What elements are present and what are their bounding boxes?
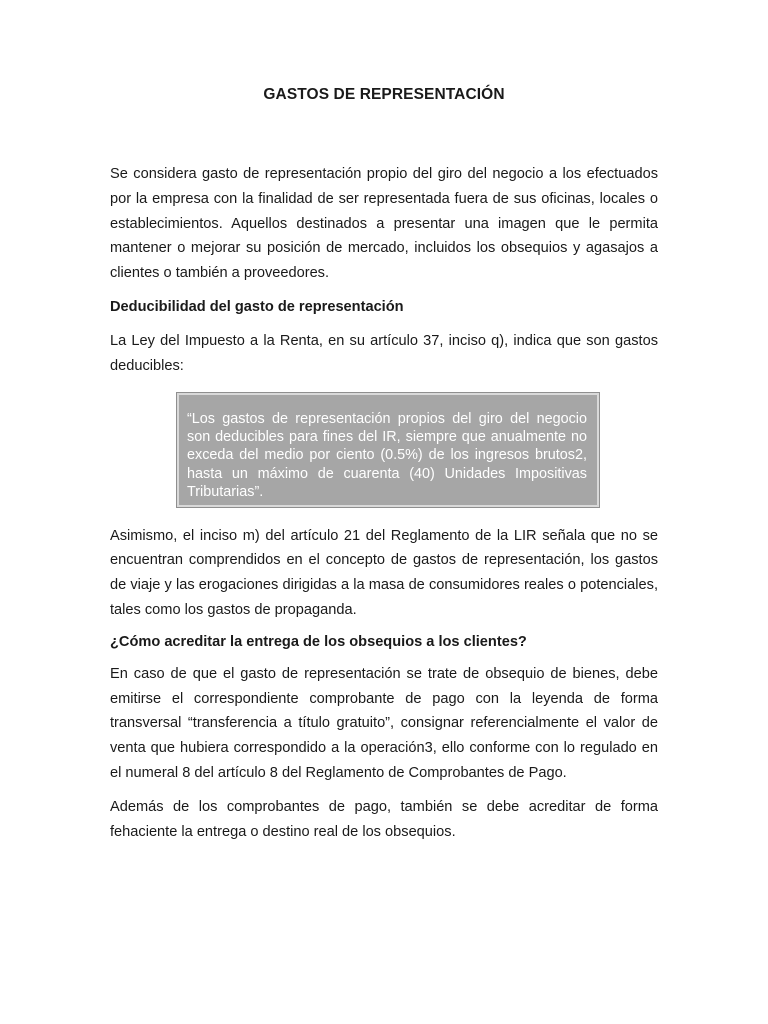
heading-obsequios: ¿Cómo acreditar la entrega de los obsequios a los clientes? xyxy=(110,633,527,650)
quote-box xyxy=(176,392,600,508)
paragraph-acreditar: Además de los comprobantes de pago, también se debe acreditar de forma fehaciente la entrega o destino real de los obsequios. xyxy=(110,798,658,840)
paragraph-reglamento: Asimismo, el inciso m) del artículo 21 del Reglamento de la LIR señala que no se encuentran comprendidos en el concepto de gastos de representación, los gastos de viaje y las erogaciones dirigidas a la masa de consumidores reales o potenciales, tales como los gastos de propaganda. xyxy=(110,527,658,618)
document-body xyxy=(110,162,658,844)
heading-deducibilidad: Deducibilidad del gasto de representación xyxy=(110,298,404,315)
paragraph-ley-impuesto: La Ley del Impuesto a la Renta, en su artículo 37, inciso q), indica que son gastos deducibles: xyxy=(110,332,658,374)
paragraph-comprobante: En caso de que el gasto de representación se trate de obsequio de bienes, debe emitirse el correspondiente comprobante de pago con la leyenda de forma transversal “transferencia a título gratuito”, consignar referencialmente el valor de venta que hubiera correspondido a la operación3, ello conforme con lo regulado en el numeral 8 del artículo 8 del Reglamento de Comprobantes de Pago. xyxy=(110,665,658,781)
quote-text: “Los gastos de representación propios del giro del negocio son deducibles para fines del IR, siempre que anualmente no exceda del medio por ciento (0.5%) de los ingresos brutos2, hasta un máximo de cuarenta (40) Unidades Impositivas Tributarias”. xyxy=(187,410,587,501)
paragraph-intro: Se considera gasto de representación propio del giro del negocio a los efectuados por la empresa con la finalidad de ser representada fuera de sus oficinas, locales o establecimientos. Aquellos destinados a presentar una imagen que le permita mantener o mejorar su posición de mercado, incluidos los obsequios y agasajos a clientes o también a proveedores. xyxy=(110,166,658,282)
document-title: GASTOS DE REPRESENTACIÓN xyxy=(263,86,505,103)
